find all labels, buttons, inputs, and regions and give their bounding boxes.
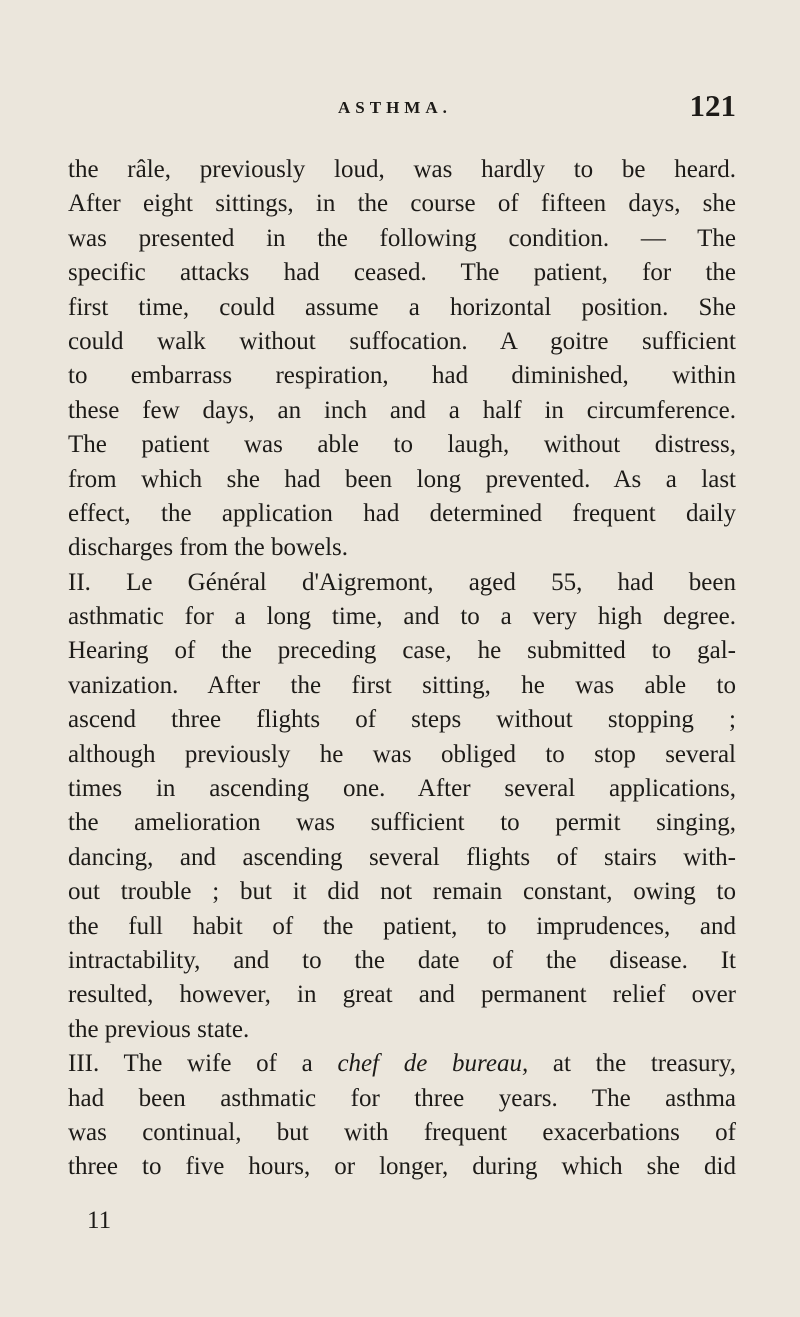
text-line: specific attacks had ceased. The patient, for the: [68, 259, 736, 287]
text-line: After eight sittings, in the course of fifteen days, she: [68, 190, 736, 218]
text-line: II. Le Général d'Aigremont, aged 55, had been: [68, 568, 736, 596]
text-line: effect, the application had determined frequent daily: [68, 499, 736, 527]
text-line: these few days, an inch and a half in circumference.: [68, 396, 736, 424]
page-header: [68, 88, 736, 128]
text-line: times in ascending one. After several applications,: [68, 775, 736, 803]
text-line: the amelioration was sufficient to permit singing,: [68, 809, 736, 837]
text-line: discharges from the bowels.: [68, 534, 349, 562]
text-line: resulted, however, in great and permanent relief over: [68, 981, 736, 1009]
text-line: vanization. After the first sitting, he was able to: [68, 671, 736, 699]
body-text: [68, 153, 736, 1185]
signature-mark: 11: [87, 1207, 112, 1234]
text-line: the full habit of the patient, to imprudences, and: [68, 912, 736, 940]
text-line: although previously he was obliged to stop several: [68, 740, 736, 768]
text-run: III. The wife of a: [68, 1050, 338, 1078]
text-line: had been asthmatic for three years. The asthma: [68, 1084, 736, 1112]
text-line-mixed: [68, 1047, 736, 1081]
text-line: ascend three flights of steps without stopping ;: [68, 706, 736, 734]
text-line: asthmatic for a long time, and to a very high degree.: [68, 603, 736, 631]
text-line: Hearing of the preceding case, he submitted to gal-: [68, 637, 736, 665]
text-line: three to five hours, or longer, during which she did: [68, 1153, 736, 1181]
text-line: from which she had been long prevented. As a last: [68, 465, 736, 493]
text-line: the râle, previously loud, was hardly to be heard.: [68, 156, 736, 183]
text-line: intractability, and to the date of the disease. It: [68, 946, 736, 974]
text-line: The patient was able to laugh, without distress,: [68, 431, 736, 459]
text-line: was continual, but with frequent exacerbations of: [68, 1118, 736, 1146]
text-line: to embarrass respiration, had diminished, within: [68, 362, 736, 390]
italic-phrase: chef de bureau,: [337, 1050, 529, 1078]
text-line: first time, could assume a horizontal position. She: [68, 293, 736, 321]
text-run: at the treasury,: [528, 1050, 736, 1078]
page-number: 121: [689, 88, 736, 123]
text-line: the previous state.: [68, 1015, 250, 1043]
text-line: was presented in the following condition. — The: [68, 224, 736, 252]
running-title: ASTHMA.: [338, 98, 452, 117]
text-line: could walk without suffocation. A goitre sufficient: [68, 327, 736, 355]
text-line: dancing, and ascending several flights of stairs with-: [68, 843, 736, 871]
text-line: out trouble ; but it did not remain constant, owing to: [68, 878, 736, 906]
